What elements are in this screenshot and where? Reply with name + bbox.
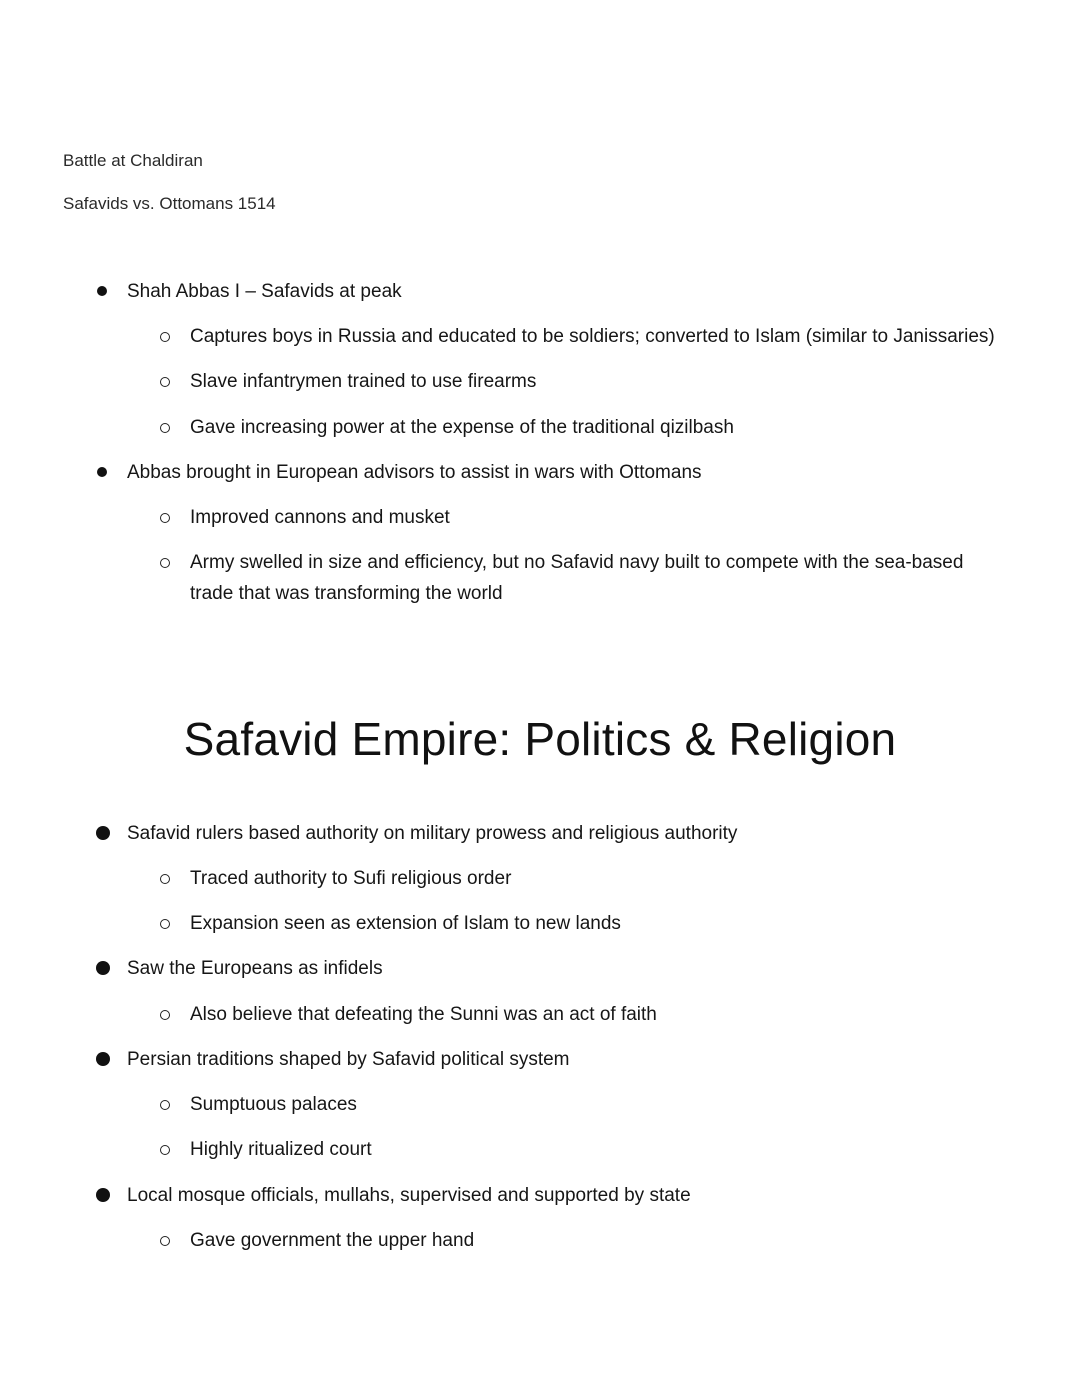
filled-bullet-icon	[96, 961, 110, 975]
filled-bullet-icon	[97, 286, 107, 296]
bullet-text: Army swelled in size and efficiency, but no Safavid navy built to compete with the sea-based trade that was transforming the world	[190, 552, 964, 604]
hollow-bullet-icon	[160, 1010, 170, 1020]
bullet-text: Gave government the upper hand	[190, 1230, 475, 1251]
bullet-text: Gave increasing power at the expense of the traditional qizilbash	[190, 417, 734, 438]
hollow-bullet-icon	[160, 1100, 170, 1110]
hollow-bullet-icon	[160, 377, 170, 387]
bullet-text: Safavid rulers based authority on military prowess and religious authority	[127, 823, 738, 844]
bullet-text: Slave infantrymen trained to use firearms	[190, 371, 537, 392]
section-heading: Safavid Empire: Politics & Religion	[183, 713, 897, 765]
hollow-bullet-icon	[160, 1236, 170, 1246]
hollow-bullet-icon	[160, 513, 170, 523]
hollow-bullet-icon	[160, 558, 170, 568]
bullet-text: Traced authority to Sufi religious order	[190, 868, 512, 889]
filled-bullet-icon	[96, 1052, 110, 1066]
bullet-text: Captures boys in Russia and educated to be soldiers; converted to Islam (similar to Janissaries)	[190, 326, 995, 347]
hollow-bullet-icon	[160, 874, 170, 884]
bullet-text: Persian traditions shaped by Safavid political system	[127, 1049, 570, 1070]
hollow-bullet-icon	[160, 919, 170, 929]
bullet-text: Sumptuous palaces	[190, 1094, 357, 1115]
intro-subtitle: Safavids vs. Ottomans 1514	[63, 194, 276, 213]
bullet-text: Local mosque officials, mullahs, supervised and supported by state	[127, 1185, 691, 1206]
filled-bullet-icon	[96, 826, 110, 840]
hollow-bullet-icon	[160, 1145, 170, 1155]
hollow-bullet-icon	[160, 423, 170, 433]
bullet-text: Shah Abbas I – Safavids at peak	[127, 281, 402, 302]
hollow-bullet-icon	[160, 332, 170, 342]
filled-bullet-icon	[96, 1188, 110, 1202]
bullet-text: Expansion seen as extension of Islam to new lands	[190, 913, 621, 934]
bullet-text: Highly ritualized court	[190, 1139, 372, 1160]
bullet-text: Also believe that defeating the Sunni was an act of faith	[190, 1004, 657, 1025]
bullet-text: Abbas brought in European advisors to assist in wars with Ottomans	[127, 462, 702, 483]
intro-title: Battle at Chaldiran	[63, 151, 203, 170]
bullet-text: Saw the Europeans as infidels	[127, 958, 383, 979]
filled-bullet-icon	[97, 467, 107, 477]
bullet-text: Improved cannons and musket	[190, 507, 450, 528]
